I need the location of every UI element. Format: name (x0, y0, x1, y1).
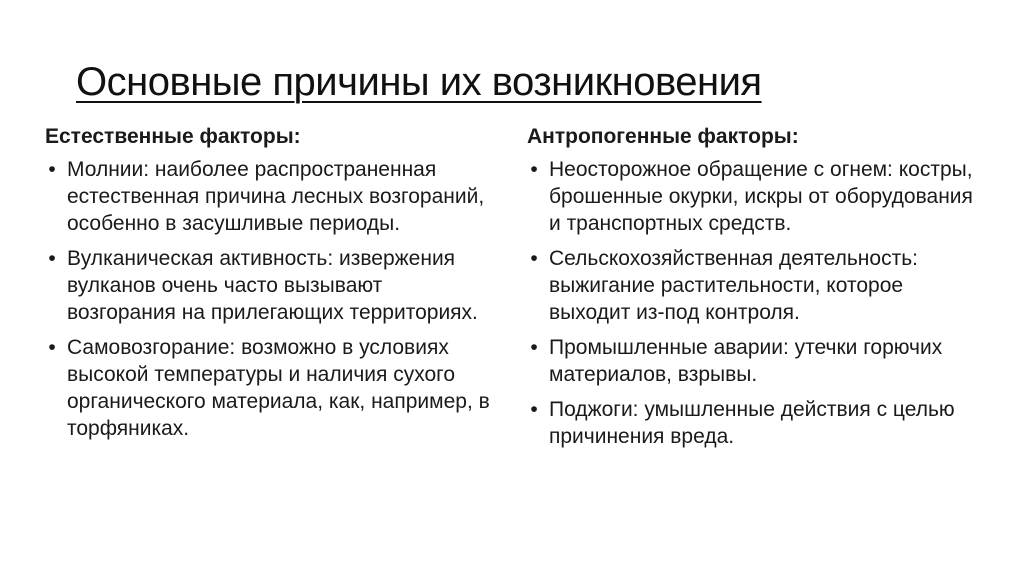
bullet-icon: • (530, 247, 538, 270)
slide-title: Основные причины их возникновения (76, 60, 762, 104)
list-item-text: Вулканическая активность: извержения вулканов очень часто вызывают возгорания на прилегающих территориях. (67, 247, 478, 324)
anthropogenic-factors-heading: Антропогенные факторы: (527, 125, 799, 148)
bullet-icon: • (48, 247, 56, 270)
list-item-text: Самовозгорание: возможно в условиях высокой температуры и наличия сухого органического материала, как, например, в торфяниках. (67, 336, 490, 440)
list-item-text: Промышленные аварии: утечки горючих материалов, взрывы. (549, 336, 943, 386)
list-item-text: Сельскохозяйственная деятельность: выжигание растительности, которое выходит из-под контроля. (549, 247, 918, 324)
list-item-text: Молнии: наиболее распространенная естественная причина лесных возгораний, особенно в засушливые периоды. (67, 158, 485, 235)
bullet-icon: • (530, 158, 538, 181)
natural-factors-column (45, 123, 495, 450)
list-item (45, 156, 495, 237)
list-item-text: Поджоги: умышленные действия с целью причинения вреда. (549, 398, 955, 448)
list-item (527, 156, 977, 237)
bullet-icon: • (530, 398, 538, 421)
natural-factors-list (45, 156, 495, 442)
list-item-text: Неосторожное обращение с огнем: костры, брошенные окурки, искры от оборудования и транспортных средств. (549, 158, 973, 235)
bullet-icon: • (48, 158, 56, 181)
bullet-icon: • (530, 336, 538, 359)
natural-factors-heading: Естественные факторы: (45, 125, 301, 148)
list-item (45, 334, 495, 442)
list-item (45, 245, 495, 326)
anthropogenic-factors-column (527, 123, 977, 458)
list-item (527, 245, 977, 326)
bullet-icon: • (48, 336, 56, 359)
list-item (527, 396, 977, 450)
list-item (527, 334, 977, 388)
anthropogenic-factors-list (527, 156, 977, 450)
